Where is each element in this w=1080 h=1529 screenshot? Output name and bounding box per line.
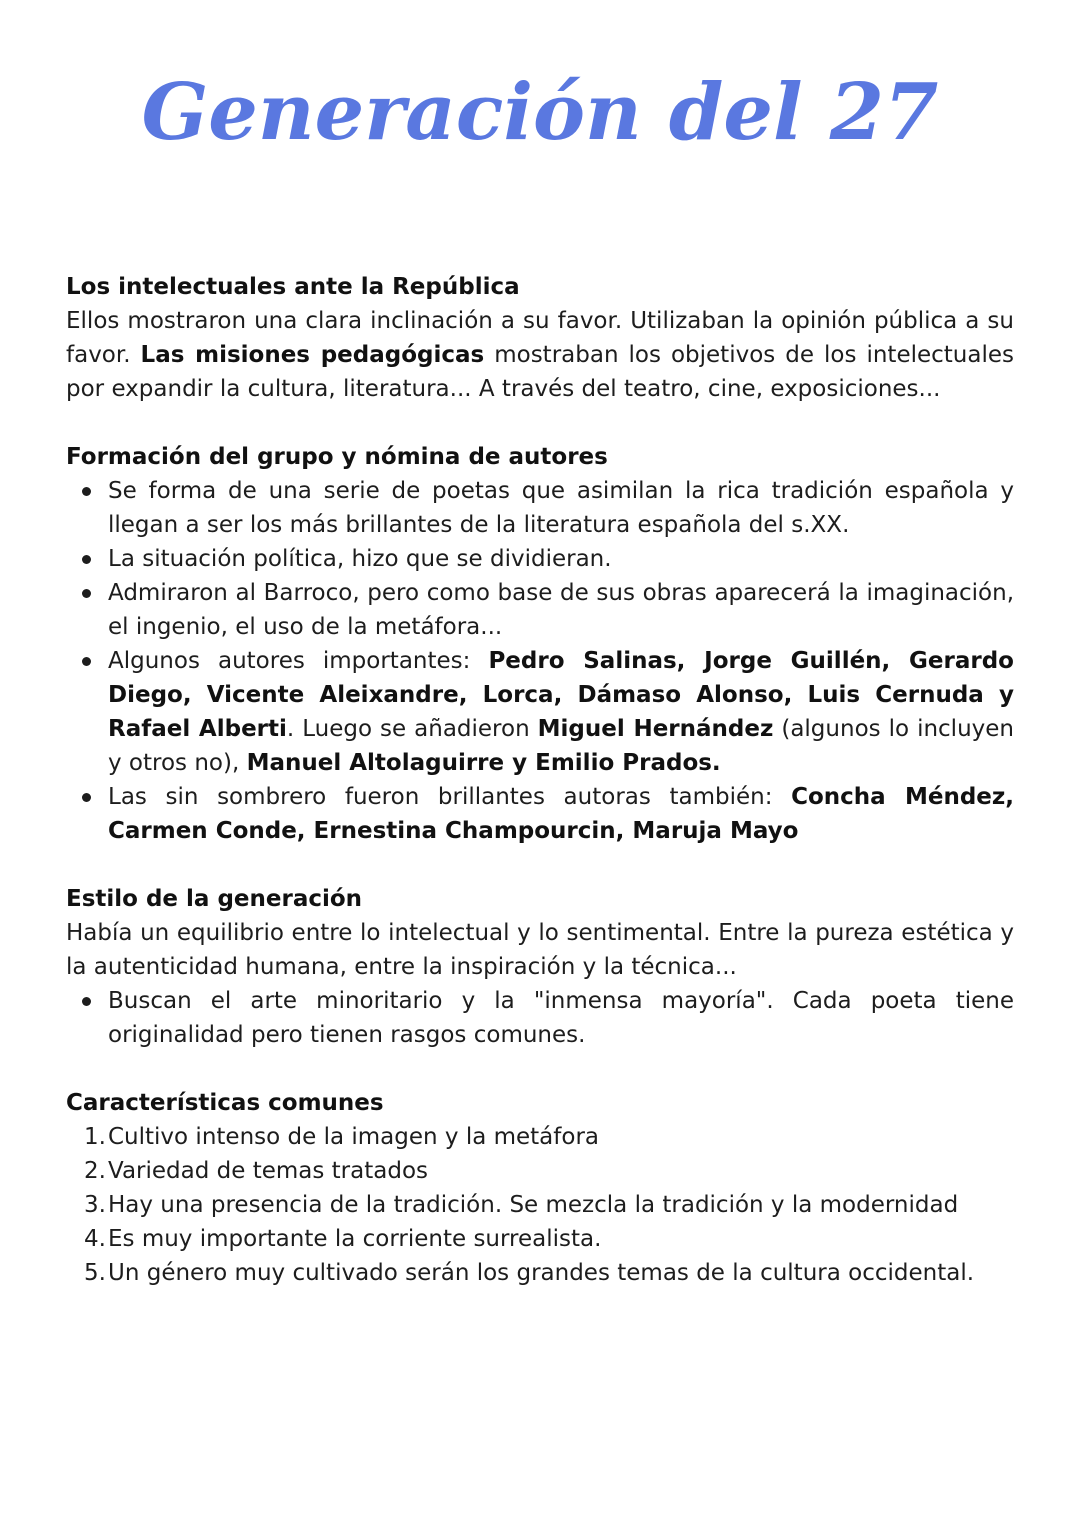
- text-span: Las sin sombrero fueron brillantes autoras también:: [108, 784, 792, 810]
- document-body: [66, 270, 1014, 1324]
- section-heading: Los intelectuales ante la República: [66, 274, 520, 300]
- list-item: [66, 1154, 1014, 1188]
- paragraph: Había un equilibrio entre lo intelectual y lo sentimental. Entre la pureza estética y la autenticidad humana, entre la inspiración y la técnica...: [66, 920, 1014, 980]
- bullet-list: [66, 984, 1014, 1052]
- text-span: (algunos lo incluyen y otros no),: [108, 716, 1014, 776]
- bullet-list: [66, 474, 1014, 848]
- list-item: [66, 576, 1014, 644]
- text-span: Es muy importante la corriente surrealista.: [108, 1226, 602, 1252]
- bold-text: Manuel Altolaguirre y Emilio Prados.: [246, 750, 721, 776]
- list-number: 3.: [84, 1192, 106, 1218]
- bullet-icon: [82, 997, 91, 1006]
- text-span: Variedad de temas tratados: [108, 1158, 429, 1184]
- text-span: . Luego se añadieron: [286, 716, 538, 742]
- list-item: [66, 474, 1014, 542]
- list-item: [66, 1256, 1014, 1290]
- text-span: Se forma de una serie de poetas que asimilan la rica tradición española y llegan a ser los más brillantes de la literatura española del s.XX.: [108, 478, 1014, 538]
- page-title: Generación del 27: [141, 67, 939, 158]
- section-formacion: [66, 440, 1014, 848]
- section-caracteristicas: [66, 1086, 1014, 1290]
- list-item: [66, 1222, 1014, 1256]
- text-span: Admiraron al Barroco, pero como base de sus obras aparecerá la imaginación, el ingenio, el uso de la metáfora...: [108, 580, 1014, 640]
- section-republica: [66, 270, 1014, 406]
- bullet-icon: [82, 589, 91, 598]
- list-item: [66, 542, 1014, 576]
- list-number: 1.: [84, 1124, 106, 1150]
- text-span: Hay una presencia de la tradición. Se mezcla la tradición y la modernidad: [108, 1192, 959, 1218]
- text-span: Un género muy cultivado serán los grandes temas de la cultura occidental.: [108, 1260, 975, 1286]
- bold-text: Miguel Hernández: [537, 716, 774, 742]
- list-item: [66, 780, 1014, 848]
- bullet-icon: [82, 657, 91, 666]
- bold-text: Concha Méndez, Carmen Conde, Ernestina Champourcin, Maruja Mayo: [108, 784, 1015, 844]
- text-span: Cultivo intenso de la imagen y la metáfora: [108, 1124, 599, 1150]
- list-number: 5.: [84, 1260, 106, 1286]
- list-item: [66, 1188, 1014, 1222]
- section-heading: Estilo de la generación: [66, 886, 363, 912]
- list-item: [66, 644, 1014, 780]
- numbered-list: [66, 1120, 1014, 1290]
- text-span: mostraban los objetivos de los intelectuales por expandir la cultura, literatura... A través del teatro, cine, exposiciones...: [66, 342, 1015, 402]
- text-span: Buscan el arte minoritario y la "inmensa mayoría". Cada poeta tiene originalidad pero tienen rasgos comunes.: [108, 988, 1014, 1048]
- list-number: 4.: [84, 1226, 106, 1252]
- text-span: La situación política, hizo que se dividieran.: [108, 546, 612, 572]
- list-item: [66, 984, 1014, 1052]
- bullet-icon: [82, 555, 91, 564]
- bullet-icon: [82, 793, 91, 802]
- bold-text: Pedro Salinas, Jorge Guillén, Gerardo Diego, Vicente Aleixandre, Lorca, Dámaso Alonso, Luis Cernuda y Rafael Alberti: [108, 648, 1014, 742]
- section-heading: Formación del grupo y nómina de autores: [66, 444, 608, 470]
- section-heading: Características comunes: [66, 1090, 384, 1116]
- list-number: 2.: [84, 1158, 106, 1184]
- text-span: Ellos mostraron una clara inclinación a su favor. Utilizaban la opinión pública a su favor.: [66, 308, 1014, 368]
- paragraph: [66, 304, 1014, 406]
- bullet-icon: [82, 487, 91, 496]
- bold-text: Las misiones pedagógicas: [140, 342, 485, 368]
- section-estilo: [66, 882, 1014, 1052]
- list-item: [66, 1120, 1014, 1154]
- text-span: Algunos autores importantes:: [108, 648, 489, 674]
